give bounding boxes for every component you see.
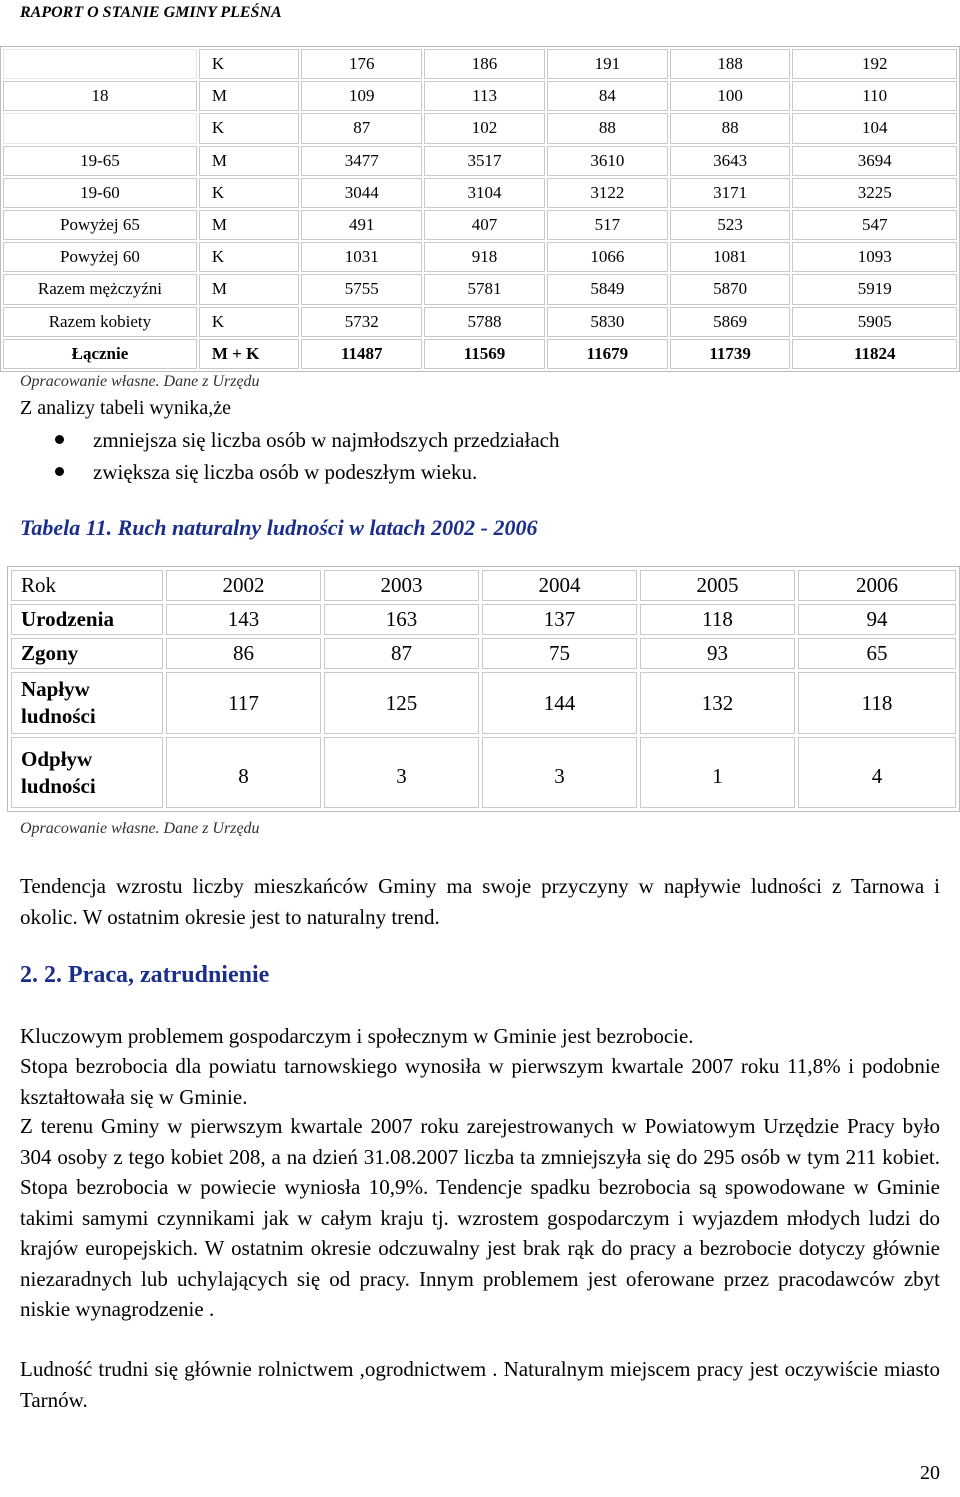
value-cell: 3104	[424, 178, 545, 208]
table-row	[3, 339, 957, 369]
value-cell: 137	[482, 604, 637, 635]
row-label: Powyżej 60	[3, 242, 197, 272]
value-cell: 3	[324, 737, 479, 808]
value-cell: 5788	[424, 307, 545, 337]
sex-cell: M	[199, 210, 299, 240]
value-cell: 11824	[792, 339, 957, 369]
value-cell: 117	[166, 672, 321, 734]
value-cell: 75	[482, 638, 637, 669]
row-label: Łącznie	[3, 339, 197, 369]
value-cell: 11739	[670, 339, 791, 369]
value-cell: 3	[482, 737, 637, 808]
value-cell: 143	[166, 604, 321, 635]
value-cell: 163	[324, 604, 479, 635]
sex-cell: M + K	[199, 339, 299, 369]
value-cell: 4	[798, 737, 956, 808]
value-cell: 5830	[547, 307, 668, 337]
value-cell: 144	[482, 672, 637, 734]
year-cell: 2005	[640, 570, 795, 601]
value-cell: 5905	[792, 307, 957, 337]
header-label: Rok	[11, 570, 163, 601]
row-label	[3, 113, 197, 143]
year-cell: 2006	[798, 570, 956, 601]
table-row	[11, 638, 956, 669]
year-cell: 2004	[482, 570, 637, 601]
value-cell: 1031	[301, 242, 422, 272]
value-cell: 523	[670, 210, 791, 240]
source-note-1: Opracowanie własne. Dane z Urzędu	[20, 373, 260, 390]
value-cell: 110	[792, 81, 957, 111]
value-cell: 5919	[792, 274, 957, 304]
row-label: Odpływ ludności	[11, 737, 163, 808]
value-cell: 547	[792, 210, 957, 240]
bullet-item: zwiększa się liczba osób w podeszłym wieku.	[52, 456, 559, 488]
value-cell: 3044	[301, 178, 422, 208]
section-heading: 2. 2. Praca, zatrudnienie	[20, 962, 270, 988]
table-row	[3, 210, 957, 240]
value-cell: 94	[798, 604, 956, 635]
value-cell: 407	[424, 210, 545, 240]
year-cell: 2002	[166, 570, 321, 601]
value-cell: 102	[424, 113, 545, 143]
sex-cell: K	[199, 242, 299, 272]
value-cell: 84	[547, 81, 668, 111]
paragraph-occupation: Ludność trudni się głównie rolnictwem ,ogrodnictwem . Naturalnym miejscem pracy jest oczywiście miasto Tarnów.	[20, 1357, 940, 1412]
sex-cell: K	[199, 178, 299, 208]
source-note-2: Opracowanie własne. Dane z Urzędu	[20, 820, 260, 837]
value-cell: 5755	[301, 274, 422, 304]
sex-cell: K	[199, 307, 299, 337]
value-cell: 192	[792, 49, 957, 79]
value-cell: 113	[424, 81, 545, 111]
value-cell: 3225	[792, 178, 957, 208]
value-cell: 118	[798, 672, 956, 734]
table-row	[3, 274, 957, 304]
table-row	[3, 49, 957, 79]
value-cell: 176	[301, 49, 422, 79]
paragraph-key-problem: Kluczowym problemem gospodarczym i społecznym w Gminie jest bezrobocie.	[20, 1024, 694, 1048]
value-cell: 5869	[670, 307, 791, 337]
table2-caption: Tabela 11. Ruch naturalny ludności w latach 2002 - 2006	[20, 515, 538, 540]
value-cell: 65	[798, 638, 956, 669]
sex-cell: M	[199, 146, 299, 176]
table-row	[3, 307, 957, 337]
year-cell: 2003	[324, 570, 479, 601]
row-label: Zgony	[11, 638, 163, 669]
sex-cell: K	[199, 113, 299, 143]
value-cell: 3477	[301, 146, 422, 176]
table-row	[3, 81, 957, 111]
value-cell: 5870	[670, 274, 791, 304]
value-cell: 491	[301, 210, 422, 240]
row-label: Razem kobiety	[3, 307, 197, 337]
value-cell: 1081	[670, 242, 791, 272]
value-cell: 3122	[547, 178, 668, 208]
row-label: Napływ ludności	[11, 672, 163, 734]
table-row	[11, 737, 956, 808]
value-cell: 11569	[424, 339, 545, 369]
table-row	[3, 242, 957, 272]
value-cell: 11679	[547, 339, 668, 369]
row-label: 19-60	[3, 178, 197, 208]
value-cell: 3517	[424, 146, 545, 176]
table-row	[11, 672, 956, 734]
bullet-item: zmniejsza się liczba osób w najmłodszych przedziałach	[52, 424, 559, 456]
value-cell: 93	[640, 638, 795, 669]
value-cell: 3694	[792, 146, 957, 176]
value-cell: 88	[670, 113, 791, 143]
value-cell: 186	[424, 49, 545, 79]
natural-movement-table	[7, 566, 960, 812]
value-cell: 918	[424, 242, 545, 272]
row-label: Powyżej 65	[3, 210, 197, 240]
value-cell: 118	[640, 604, 795, 635]
value-cell: 1	[640, 737, 795, 808]
paragraph-unemployment-rate: Stopa bezrobocia dla powiatu tarnowskiego wynosiła w pierwszym kwartale 2007 roku 11,8% i podobnie kształtowała się w Gminie.	[20, 1054, 940, 1109]
value-cell: 86	[166, 638, 321, 669]
value-cell: 517	[547, 210, 668, 240]
table-row	[3, 178, 957, 208]
row-label	[3, 49, 197, 79]
value-cell: 1066	[547, 242, 668, 272]
value-cell: 109	[301, 81, 422, 111]
value-cell: 3610	[547, 146, 668, 176]
value-cell: 3171	[670, 178, 791, 208]
value-cell: 191	[547, 49, 668, 79]
sex-cell: K	[199, 49, 299, 79]
paragraph-trend: Tendencja wzrostu liczby mieszkańców Gminy ma swoje przyczyny w napływie ludności z Tarnowa i okolic. W ostatnim okresie jest to naturalny trend.	[20, 874, 940, 929]
page-number: 20	[920, 1462, 940, 1484]
analysis-intro: Z analizy tabeli wynika,że	[20, 397, 232, 419]
value-cell: 8	[166, 737, 321, 808]
value-cell: 188	[670, 49, 791, 79]
row-label: 19-65	[3, 146, 197, 176]
value-cell: 125	[324, 672, 479, 734]
sex-cell: M	[199, 274, 299, 304]
table-row	[3, 113, 957, 143]
value-cell: 1093	[792, 242, 957, 272]
value-cell: 3643	[670, 146, 791, 176]
value-cell: 104	[792, 113, 957, 143]
row-label: 18	[3, 81, 197, 111]
value-cell: 88	[547, 113, 668, 143]
row-label: Urodzenia	[11, 604, 163, 635]
value-cell: 5781	[424, 274, 545, 304]
value-cell: 5849	[547, 274, 668, 304]
table-header-row	[11, 570, 956, 601]
analysis-bullets	[52, 424, 559, 488]
value-cell: 11487	[301, 339, 422, 369]
paragraph-registered-unemployed: Z terenu Gminy w pierwszym kwartale 2007 roku zarejestrowanych w Powiatowym Urzędzie Pracy było 304 osoby z tego kobiet 208, a na dzień 31.08.2007 liczba ta zmniejszyła się do 295 osób w tym 211 kobiet. Stopa bezrobocia w powiecie wyniosła 10,9%. Tendencje spadku bezrobocia są spowodowane w Gminie takimi samymi czynnikami jak w całym kraju tj. wzrostem gospodarczym i wyjazdem młodych ludzi do krajów europejskich. W ostatnim okresie odczuwalny jest brak rąk do pracy a bezrobocie dotyczy głównie niezaradnych lub uchylających się od pracy. Innym problemem jest oferowane przez pracodawców zbyt niskie wynagrodzenie .	[20, 1114, 940, 1321]
value-cell: 5732	[301, 307, 422, 337]
value-cell: 132	[640, 672, 795, 734]
table-row	[11, 604, 956, 635]
table-row	[3, 146, 957, 176]
sex-cell: M	[199, 81, 299, 111]
running-header: RAPORT O STANIE GMINY PLEŚNA	[20, 4, 282, 21]
row-label: Razem mężczyźni	[3, 274, 197, 304]
value-cell: 87	[301, 113, 422, 143]
value-cell: 87	[324, 638, 479, 669]
value-cell: 100	[670, 81, 791, 111]
population-age-table	[0, 46, 960, 372]
